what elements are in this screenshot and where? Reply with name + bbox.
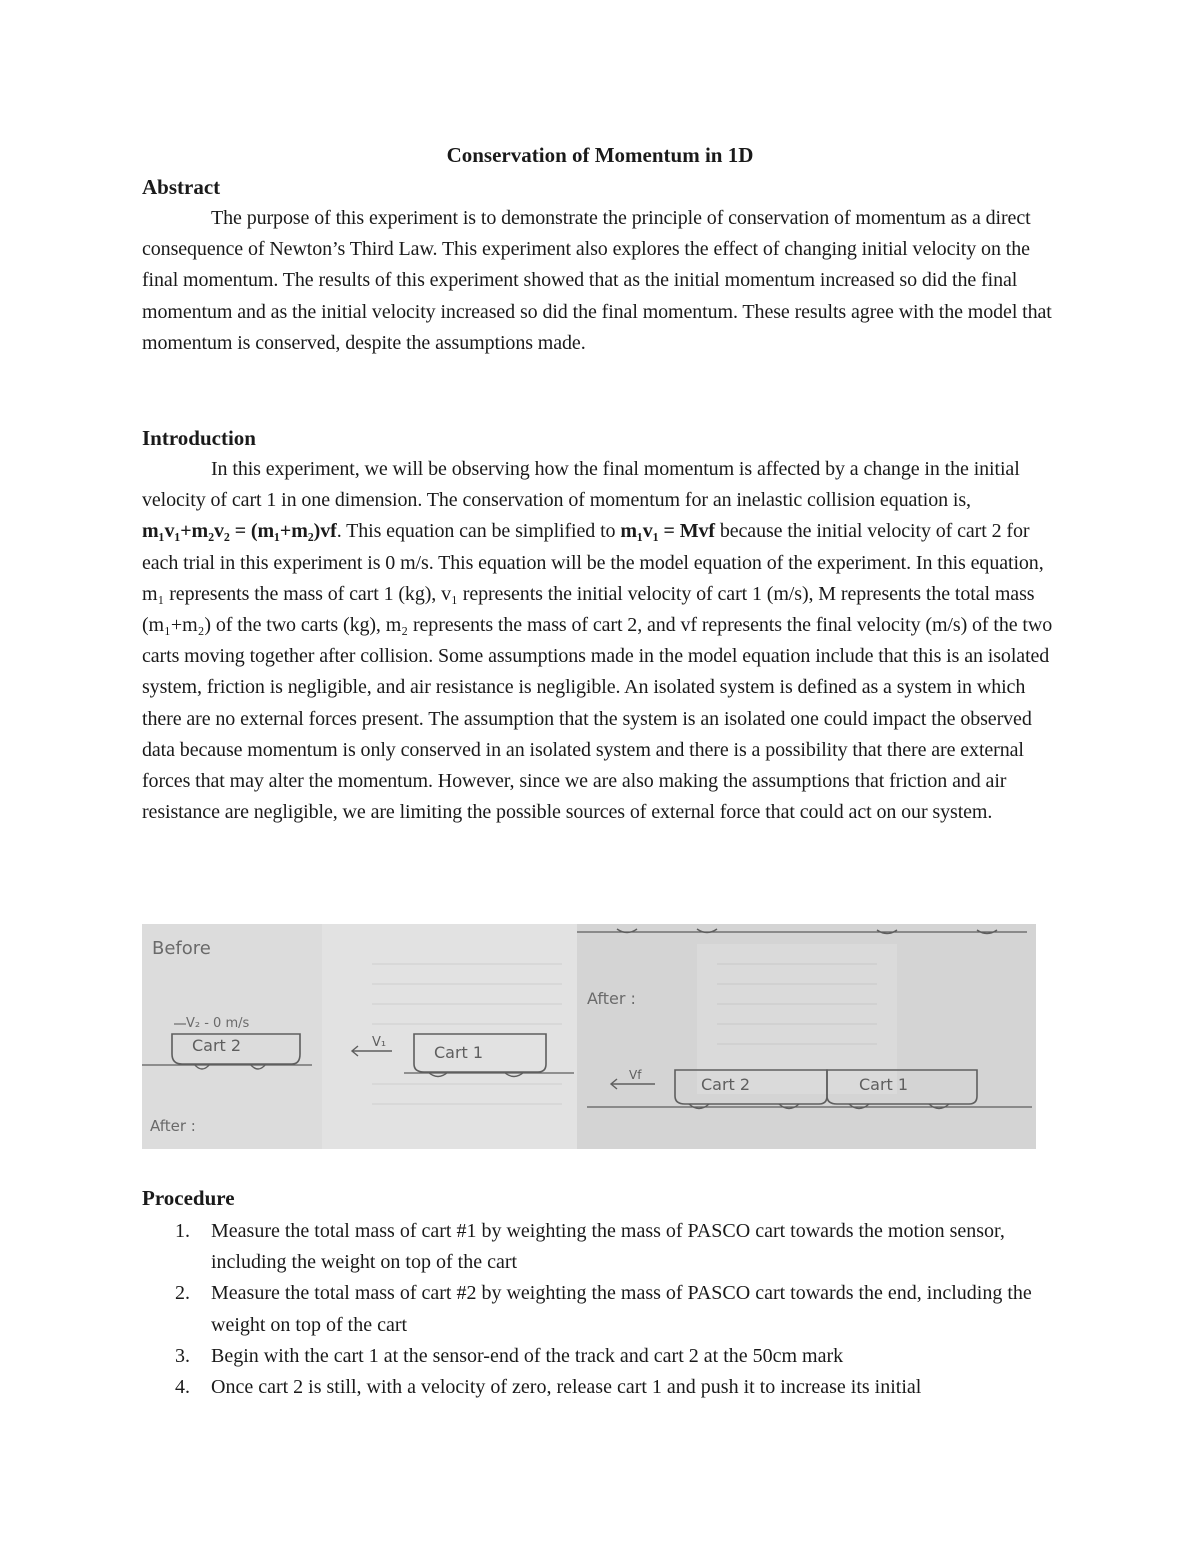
step-text: Measure the total mass of cart #1 by weighting the mass of PASCO cart towards the motion sensor, including the weight on top of the cart <box>211 1220 1005 1274</box>
document-title: Conservation of Momentum in 1D <box>446 143 754 167</box>
label-before: Before <box>152 938 211 959</box>
label-v1: V₁ <box>372 1035 387 1050</box>
abstract-paragraph: The purpose of this experiment is to demonstrate the principle of conservation of momentum as a direct consequence of Newton’s Third Law. This experiment also explores the effect of changing initial velocity on the final momentum. The results of this experiment showed that as the initial momentum increased so did the final momentum and as the initial velocity increased so did the final momentum. These results agree with the model that momentum is conserved, despite the assumptions made. <box>142 207 1052 354</box>
step-number: 3. <box>175 1344 190 1367</box>
step-text: Once cart 2 is still, with a velocity of zero, release cart 1 and push it to increase its initial <box>211 1376 922 1399</box>
cart2-after-label: Cart 2 <box>701 1075 751 1094</box>
step-text: Measure the total mass of cart #2 by weighting the mass of PASCO cart towards the end, including the weight on top of the cart <box>211 1282 1032 1336</box>
after-sketch <box>577 924 1036 1149</box>
cart2-label: Cart 2 <box>192 1036 242 1055</box>
procedure-step <box>142 1278 1060 1340</box>
step-text: Begin with the cart 1 at the sensor-end of the track and cart 2 at the 50cm mark <box>211 1344 844 1367</box>
step-number: 4. <box>175 1376 190 1399</box>
introduction-heading: Introduction <box>142 426 256 450</box>
photo-after-collision <box>577 924 1036 1149</box>
procedure-step <box>142 1341 1060 1372</box>
step-number: 2. <box>175 1282 190 1305</box>
introduction-paragraph <box>142 454 1060 828</box>
cart1-after-label: Cart 1 <box>859 1075 909 1094</box>
procedure-heading: Procedure <box>142 1186 235 1210</box>
intro-text-1: In this experiment, we will be observing how the final momentum is affected by a change in the initial velocity of cart 1 in one dimension. The conservation of momentum for an inelastic collision equation is, <box>142 458 1020 512</box>
abstract-heading: Abstract <box>142 175 221 199</box>
cart1-label: Cart 1 <box>434 1043 484 1062</box>
label-vf: Vf <box>629 1068 642 1082</box>
procedure-step <box>142 1216 1060 1278</box>
before-sketch <box>142 924 577 1149</box>
intro-text-3: because the initial velocity of cart 2 for each trial in this experiment is 0 m/s. This equation will be the model equation of the experiment. In this equation, m₁ represents the mass of cart 1 (kg), v₁ represents the initial velocity of cart 1 (m/s), M represents the total mass (m₁+m₂) of the two carts (kg), m₂ represents the mass of cart 2, and vf represents the final velocity (m/s) of the two carts moving together after collision. Some assumptions made in the model equation include that this is an isolated system, friction is negligible, and air resistance is negligible. An isolated system is defined as a system in which there are no external forces present. The assumption that the system is an isolated one could impact the observed data because momentum is only conserved in an isolated system and there is a possibility that there are external forces that may alter the momentum. However, since we are also making the assumptions that friction and air resistance are negligible, we are limiting the possible sources of external force that could act on our system. <box>142 520 1053 824</box>
procedure-step <box>142 1372 1060 1403</box>
equation-full: m₁v₁+m₂v₂ = (m₁+m₂)vf <box>142 520 337 543</box>
intro-text-2: . This equation can be simplified to <box>336 520 621 543</box>
label-after-left: After : <box>150 1117 196 1135</box>
label-v2: V₂ - 0 m/s <box>186 1016 250 1031</box>
step-number: 1. <box>175 1220 190 1242</box>
equation-simple: m₁v₁ = Mvf <box>620 520 715 543</box>
label-after-right: After : <box>587 989 636 1008</box>
procedure-list <box>142 1216 1060 1403</box>
photo-before-collision <box>142 924 577 1149</box>
